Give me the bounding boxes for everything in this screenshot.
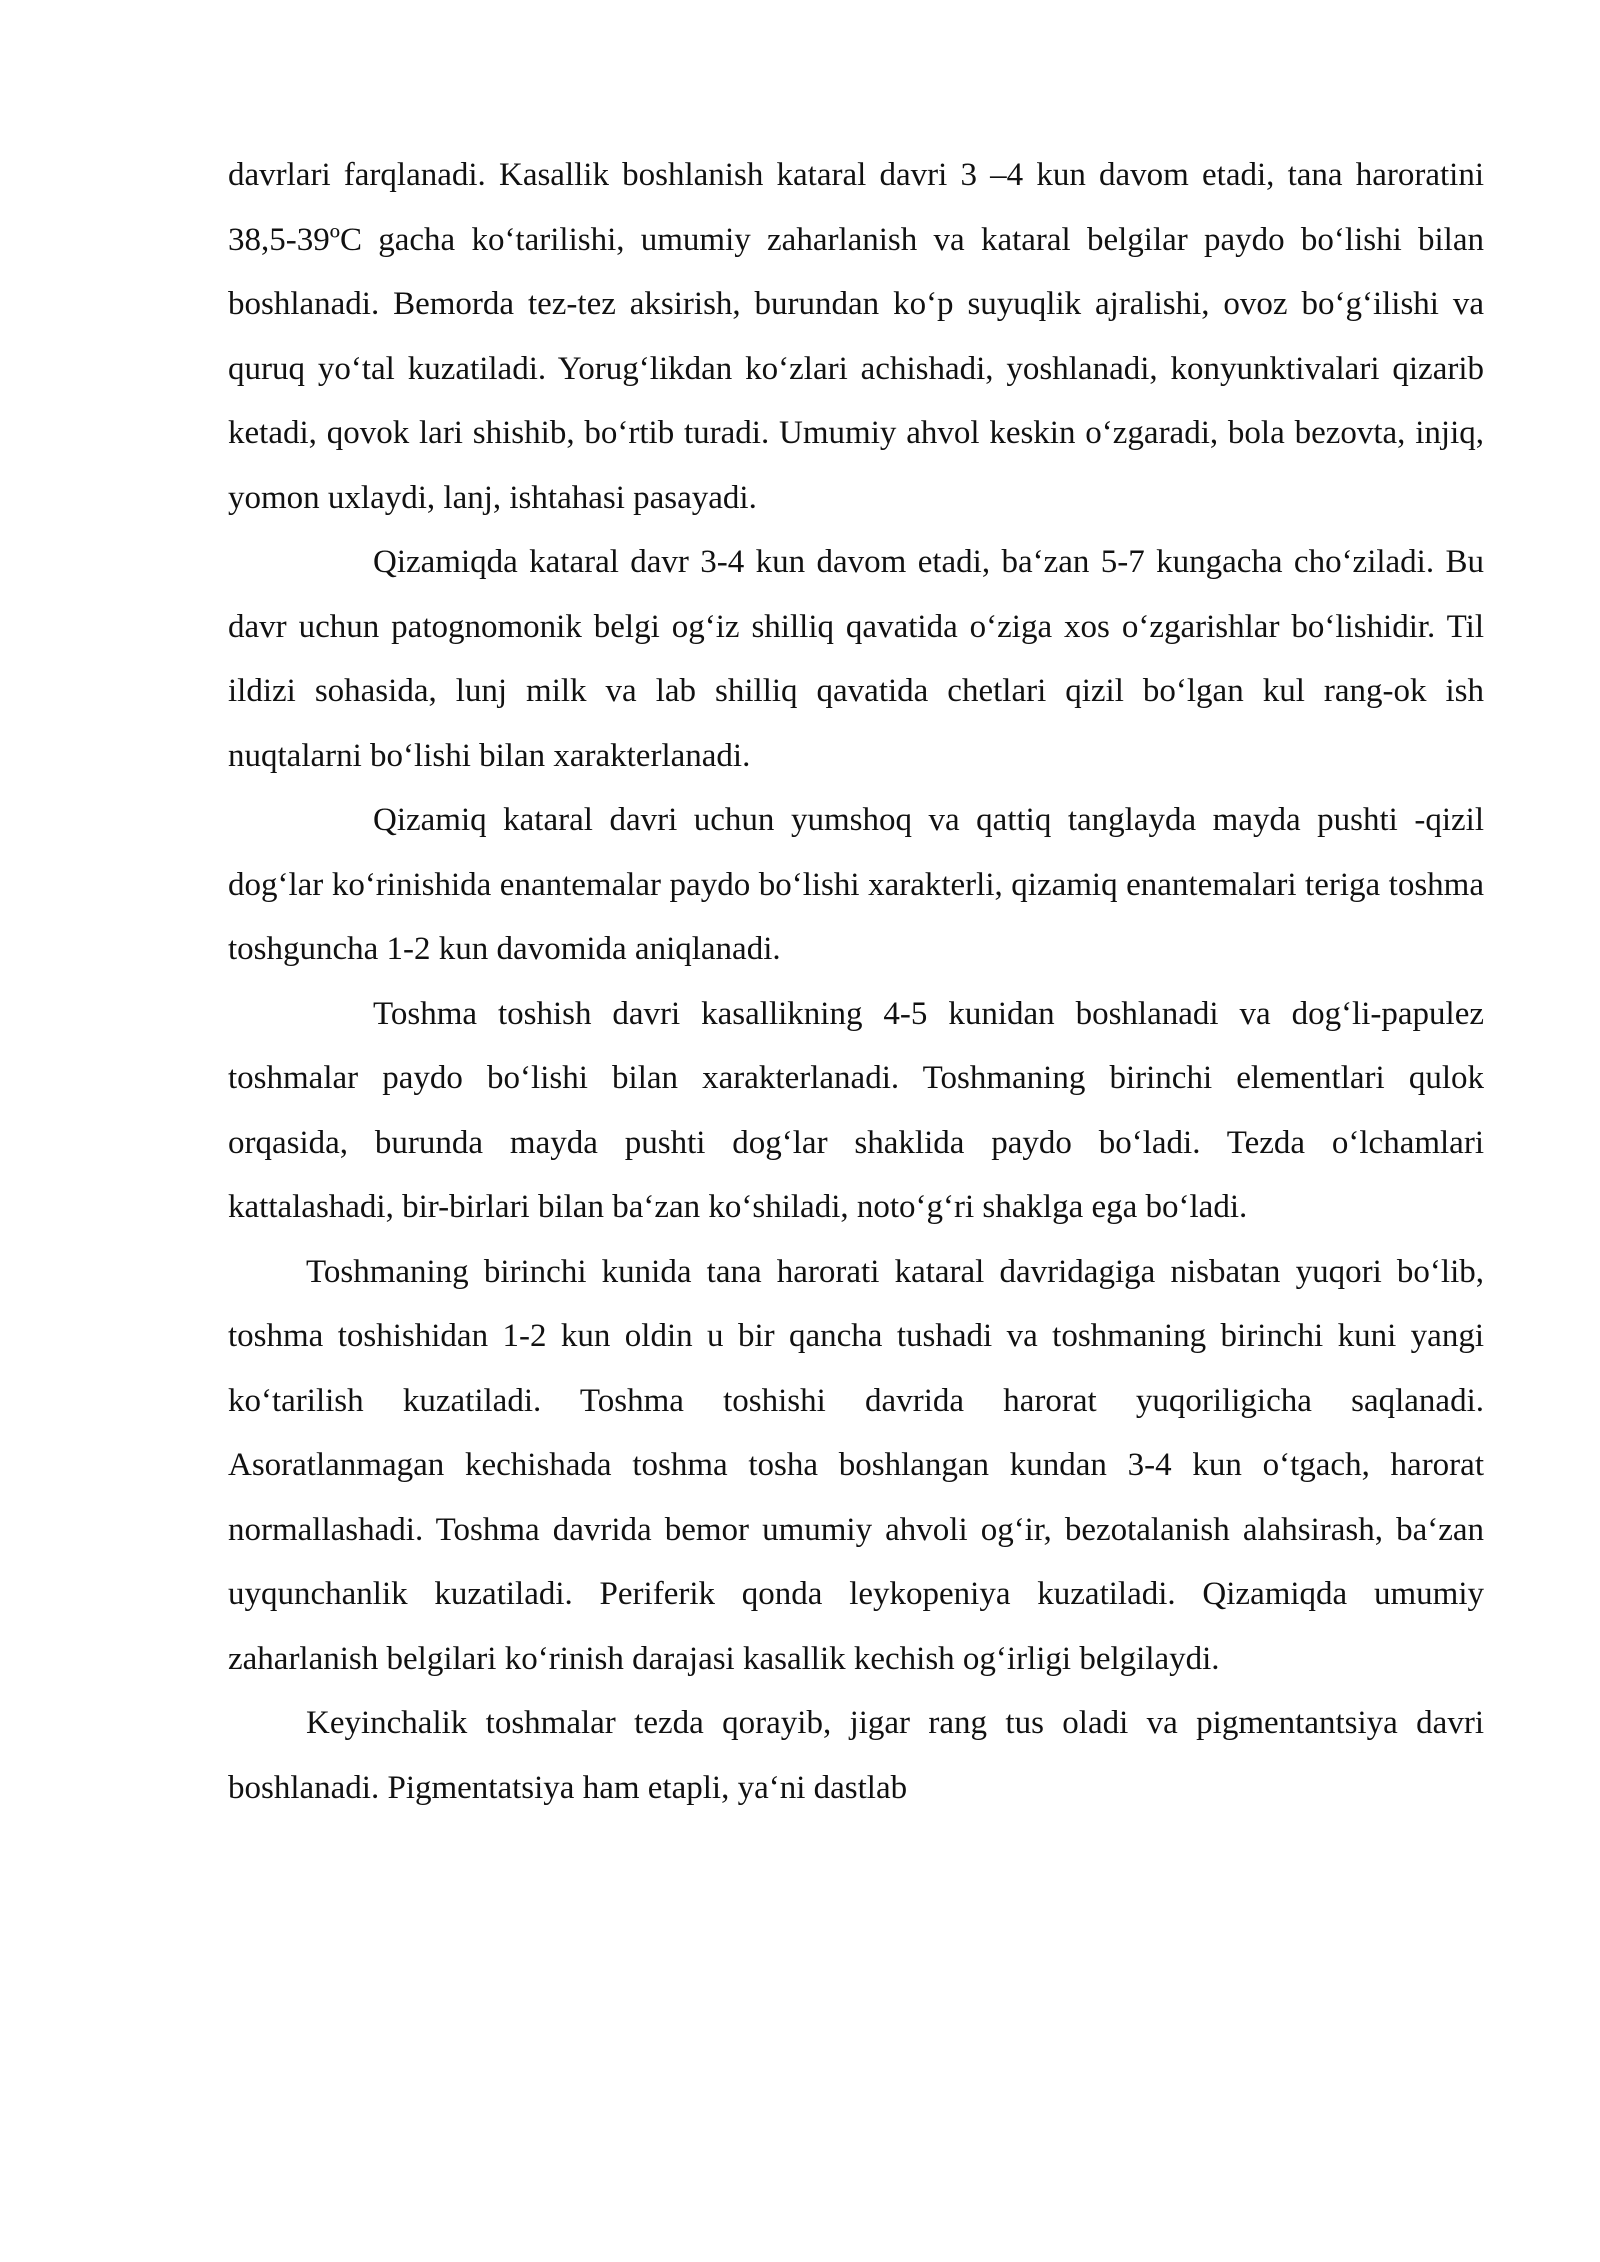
document-body bbox=[228, 143, 1484, 1820]
paragraph-temperature: Toshmaning birinchi kunida tana harorati kataral davridagiga nisbatan yuqori bo‘lib, toshma toshishidan 1-2 kun oldin u bir qancha tushadi va toshmaning birinchi kuni yangi ko‘tarilish kuzatiladi. Toshma toshishi davrida harorat yuqoriligicha saqlanadi. Asoratlanmagan kechishada toshma tosha boshlangan kundan 3-4 kun o‘tgach, harorat normallashadi. Toshma davrida bemor umumiy ahvoli og‘ir, bezotalanish alahsirash, ba‘zan uyqunchanlik kuzatiladi. Periferik qonda leykopeniya kuzatiladi. Qizamiqda umumiy zaharlanish belgilari ko‘rinish darajasi kasallik kechish og‘irligi belgilaydi. bbox=[228, 1253, 1484, 1677]
paragraph-enanthema: Qizamiq kataral davri uchun yumshoq va qattiq tanglayda mayda pushti -qizil dog‘lar ko‘rinishida enantemalar paydo bo‘lishi xarakterli, qizamiq enantemalari teriga toshma toshguncha 1-2 kun davomida aniqlanadi. bbox=[228, 802, 1484, 967]
paragraph-rash-period: Toshma toshish davri kasallikning 4-5 kunidan boshlanadi va dog‘li-papulez toshmalar paydo bo‘lishi bilan xarakterlanadi. Toshmaning birinchi elementlari qulok orqasida, burunda mayda pushti dog‘lar shaklida paydo bo‘ladi. Tezda o‘lchamlari kattalashadi, bir-birlari bilan ba‘zan ko‘shiladi, noto‘g‘ri shaklga ega bo‘ladi. bbox=[228, 995, 1484, 1225]
paragraph-kataral-period-duration: Qizamiqda kataral davr 3-4 kun davom etadi, ba‘zan 5-7 kungacha cho‘ziladi. Bu davr uchun patognomonik belgi og‘iz shilliq qavatida o‘ziga xos o‘zgarishlar bo‘lishidir. Til ildizi sohasida, lunj milk va lab shilliq qavatida chetlari qizil bo‘lgan kul rang-ok ish nuqtalarni bo‘lishi bilan xarakterlanadi. bbox=[228, 544, 1484, 774]
paragraph-kataral-period-intro: davrlari farqlanadi. Kasallik boshlanish kataral davri 3 –4 kun davom etadi, tana haroratini 38,5-39ºC gacha ko‘tarilishi, umumiy zaharlanish va kataral belgilar paydo bo‘lishi bilan boshlanadi. Bemorda tez-tez aksirish, burundan ko‘p suyuqlik ajralishi, ovoz bo‘g‘ilishi va quruq yo‘tal kuzatiladi. Yorug‘likdan ko‘zlari achishadi, yoshlanadi, konyunktivalari qizarib ketadi, qovok lari shishib, bo‘rtib turadi. Umumiy ahvol keskin o‘zgaradi, bola bezovta, injiq, yomon uxlaydi, lanj, ishtahasi pasayadi. bbox=[228, 157, 1484, 516]
paragraph-pigmentation: Keyinchalik toshmalar tezda qorayib, jigar rang tus oladi va pigmentantsiya davri boshlanadi. Pigmentatsiya ham etapli, ya‘ni dastlab bbox=[228, 1705, 1484, 1806]
